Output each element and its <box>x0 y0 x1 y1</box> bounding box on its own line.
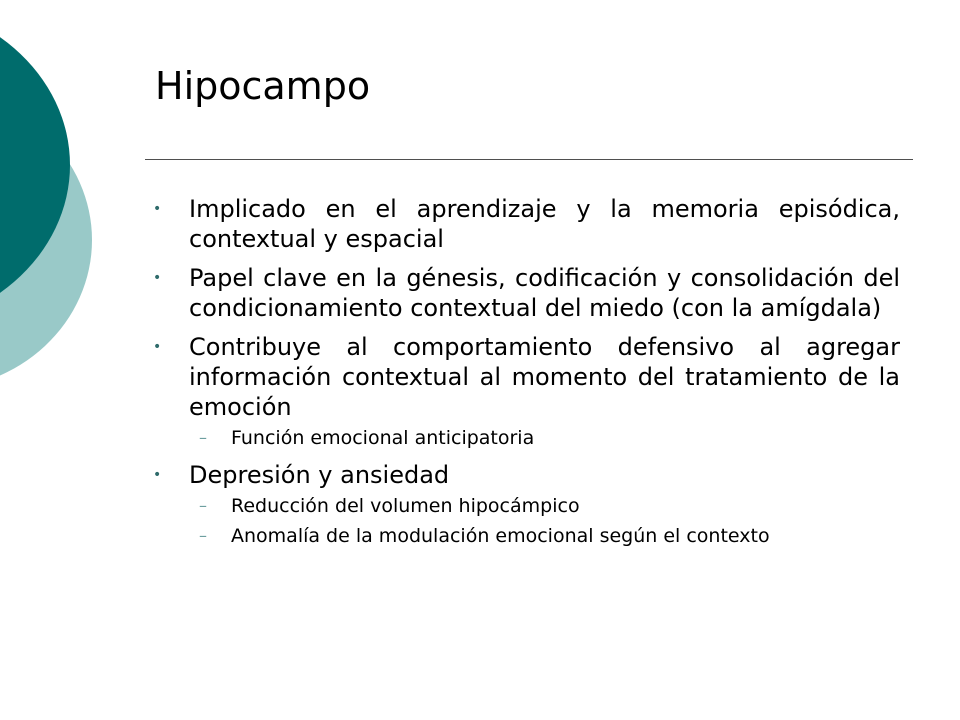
sub-bullet-item <box>150 494 900 518</box>
bullet-icon: • <box>153 201 162 217</box>
sub-bullet-item <box>150 524 900 548</box>
bullet-text: Implicado en el aprendizaje y la memoria episódica, contextual y espacial <box>189 195 900 253</box>
title-divider <box>145 159 913 160</box>
bullet-text: Depresión y ansiedad <box>189 461 450 489</box>
bullet-icon: • <box>153 467 162 483</box>
dash-icon: – <box>199 428 207 447</box>
slide-title: Hipocampo <box>155 64 371 108</box>
sub-bullet-item <box>150 426 900 450</box>
bullet-icon: • <box>153 270 162 286</box>
bullet-item <box>150 263 900 323</box>
dash-icon: – <box>199 526 207 545</box>
dash-icon: – <box>199 496 207 515</box>
bullet-item <box>150 460 900 490</box>
sub-bullet-text: Reducción del volumen hipocámpico <box>231 495 580 517</box>
sub-bullet-text: Función emocional anticipatoria <box>231 427 535 449</box>
sub-bullet-text: Anomalía de la modulación emocional según el contexto <box>231 525 770 547</box>
bullet-text: Papel clave en la génesis, codificación y consolidación del condicionamiento contextual del miedo (con la amígdala) <box>189 264 900 322</box>
bullet-text: Contribuye al comportamiento defensivo al agregar información contextual al momento del tratamiento de la emoción <box>189 333 900 421</box>
bullet-item <box>150 332 900 422</box>
bullet-item <box>150 194 900 254</box>
bullet-icon: • <box>153 339 162 355</box>
bullet-list <box>150 194 900 554</box>
